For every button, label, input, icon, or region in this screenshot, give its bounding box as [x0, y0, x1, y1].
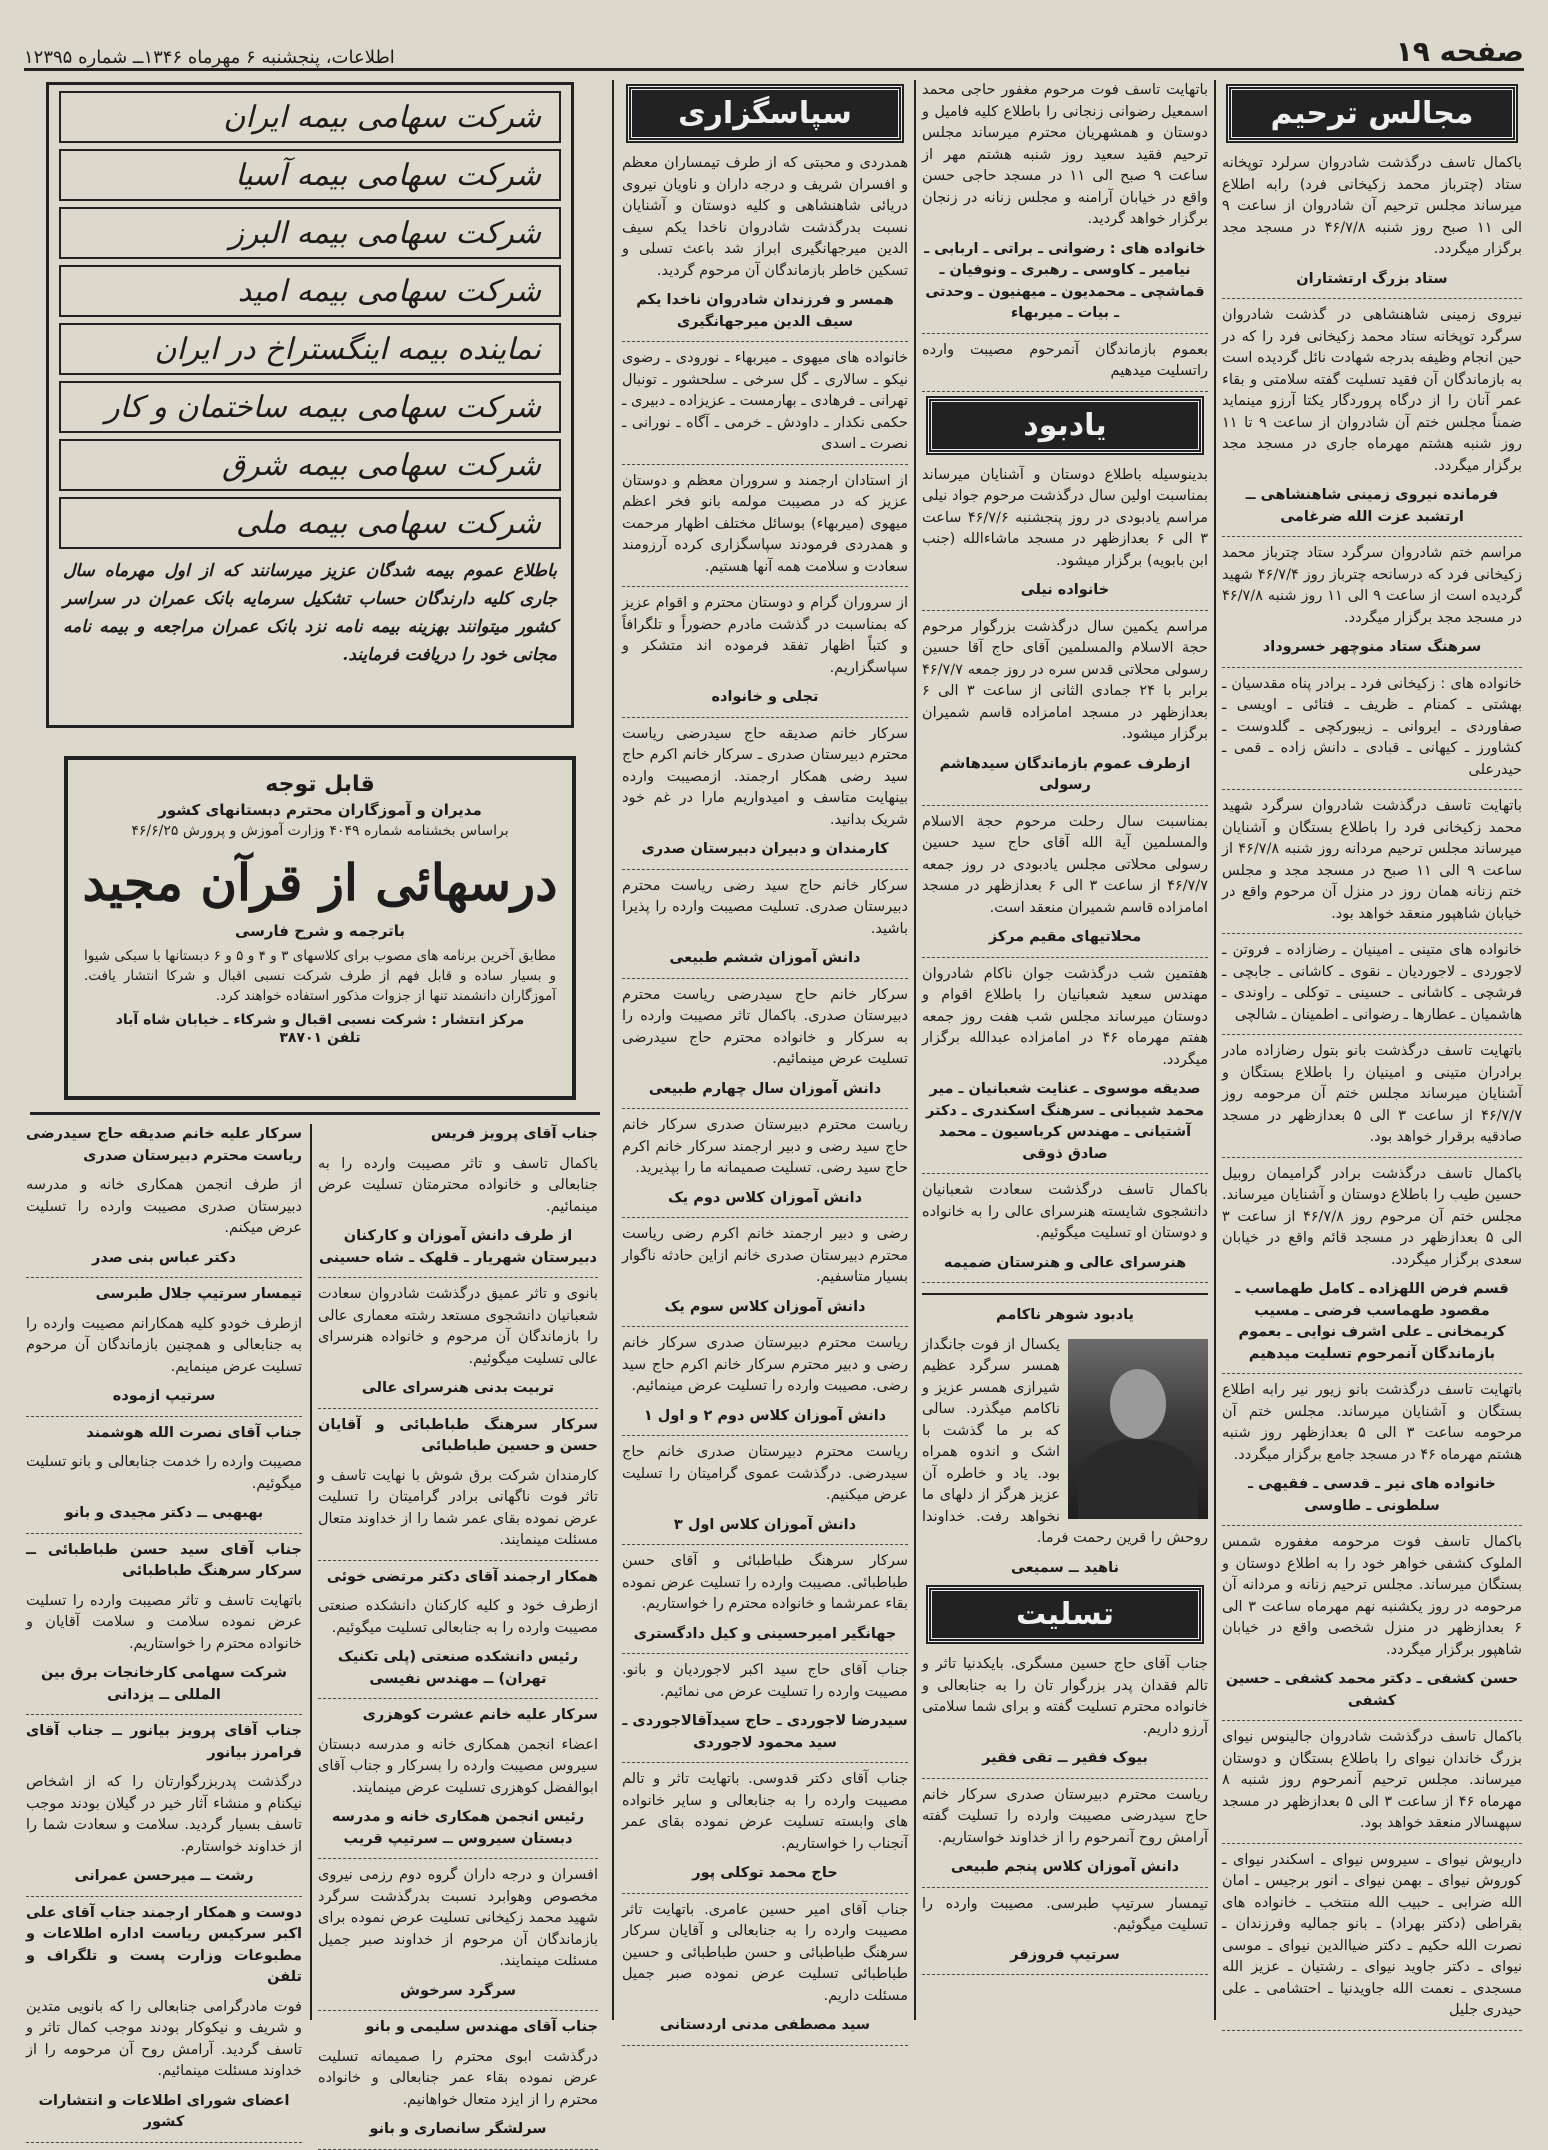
notice-title: جناب آقای نصرت الله هوشمند: [86, 1424, 302, 1441]
notice-text: درگذشت پدربزرگوارتان را که از اشخاص نیکنام و منشاء آثار خیر در گیلان بودند موجب تاسف بسیار گردید. سلامت و سعادت شما را از خداوند خواستارم.: [26, 1774, 302, 1855]
notice-text: افسران و درجه داران گروه دوم رزمی نیروی مخصوص وهوابرد نسبت بدرگذشت سرگرد شهید محمد زکیخانی تسلیت عرض نموده برای بازماندگان آن مرحوم از خداوند صبر جمیل مسئلت مینمایند.: [318, 1867, 598, 1969]
notice-text: باتهایت تاسف و تاثر مصیبت وارده را تسلیت عرض نموده سلامت و سلامت آقایان و خانواده محترم را خواستاریم.: [26, 1592, 302, 1652]
notice-signature: دانش آموزان کلاس اول ۳: [673, 1516, 857, 1533]
notice-divider: [318, 2010, 598, 2011]
memorial-text: یکسال از فوت جانگداز همسر سرگرد عظیم شیرازی همسر عزیز و ناکامم میگذرد. سالی که بر ما گذشت با اشک و اندوه همراه بود. یاد و خاطره آن عزیز هرگز از دلهای ما نخواهد رفت. خداوندا روحش را قرین رحمت فرما.: [922, 1336, 1208, 1546]
notice-signature: صدیقه موسوی ـ عنایت شعبانیان ـ میر محمد شیبانی ـ سرهنگ اسکندری ـ دکتر آشتیانی ـ مهندس کرباسیون ـ محمد صادق ذوقی: [926, 1081, 1204, 1162]
notice-divider: [622, 1653, 908, 1654]
notice-text: باتهایت تاسف درگذشت شادروان سرگرد شهید محمد زکیخانی فرد را باطلاع بستگان و آشنایان میرساند مجلس ترحیم مردانه روز شنبه ۴۶/۷/۸ از ساعت ۹ الی ۱۱ صبح در مسجد مجد و مجلس ختم زنانه همان روز در منزل آن مرحوم واقع در خیابان شاهپور منعقد خواهد بود.: [1222, 798, 1522, 922]
notice-divider: [1222, 789, 1522, 790]
notice-text: فوت مادرگرامی جنابعالی را که بانویی متدین و شریف و نیکوکار بودند موجب کمال تاثر و تاسف گردید. آرامش روح آن مرحومه را از خداوند مسئلت مینمائیم.: [26, 1998, 302, 2079]
notice-divider: [922, 391, 1208, 392]
notice-signature: هنرسرای عالی و هنرستان ضمیمه: [943, 1254, 1187, 1271]
notice-divider: [1222, 1157, 1522, 1158]
notice-divider: [922, 333, 1208, 334]
notice-text: نیروی زمینی شاهنشاهی در گذشت شادروان سرگرد توپخانه ستاد محمد زکیخانی فرد را که در حین انجام وظیفه بدرجه شهادت نائل گردیده است به بازماندگان آن فقید تسلیت گفته سلامتی و بقاء عمر آنان را از درگاه پروردگار یکتا آرزو مینماید ضمناً مجلس ختم آن شادروان از ساعت ۹ تا ۱۱ روز شنبه هشتم مهرماه جاری در مسجد مجد برگزار میگردد.: [1222, 307, 1522, 474]
notice-signature: ستاد بزرگ ارتشتاران: [1296, 270, 1448, 287]
col2-top-blocks: [922, 80, 1208, 392]
notice-signature: دانش آموزان سال چهارم طبیعی: [648, 1080, 882, 1097]
notice-signature: سرلشگر سانصاری و بانو: [369, 2121, 547, 2137]
notice-text: سرکار سرهنگ طباطبائی و آقای حسن طباطبائی. مصیبت وارده را تسلیت عرض نموده بقاء عمرشما و خانواده محترم را خواستاریم.: [622, 1553, 908, 1612]
notice-divider: [622, 1435, 908, 1436]
notice-signature: سیدرضا لاجوردی ـ حاج سیدآقالاجوردی ـ سید محمود لاجوردی: [622, 1713, 908, 1751]
notice-text: بعموم بازماندگان آنمرحوم مصیبت وارده راتسلیت میدهیم: [922, 341, 1208, 379]
notice-divider: [622, 341, 908, 342]
notice-text: باکمال تاسف فوت مرحومه مغفوره شمس الملوک کشفی خواهر خود را به اطلاع دوستان و بستگان میرساند. مجلس ترحیم زنانه و مردانه آن مرحومه در روز یکشنبه نهم مهرماه ساعت ۳ الی ۶ بعدازظهر در منزل شخصی واقع در خیابان شاهپور برگزار میگردد.: [1222, 1534, 1522, 1658]
notice-text: ازطرف خودو کلیه همکارانم مصیبت وارده را به جنابعالی و همچنین بازماندگان آن مرحوم تسلیت عرض مینمایم.: [26, 1315, 302, 1375]
notice-signature: سرگرد سرخوش: [399, 1982, 517, 1999]
notice-divider: [26, 1416, 302, 1417]
notice-divider: [26, 1714, 302, 1715]
notice-divider: [922, 1974, 1208, 1975]
portrait-photo: [1068, 1339, 1208, 1519]
notice-divider: [318, 1408, 598, 1409]
notice-text: بانوی و تاثر عمیق درگذشت شادروان سعادت شعبانیان دانشجوی مستعد رشته معماری عالی را بازماندگان آن مرحوم و خانواده هنرسرای عالی تسلیت میگوئیم.: [318, 1286, 598, 1367]
insurance-ad: [46, 82, 574, 728]
notice-divider: [1222, 933, 1522, 934]
notice-signature: بیوک فقیر ــ تقی فقیر: [982, 1750, 1148, 1766]
notice-text: داریوش نیوای ـ سیروس نیوای ـ اسکندر نیوای ـ کوروش نیوای ـ بهمن نیوای ـ انور برجیس ـ امان الله ضرابی ـ حبیب الله منتخب ـ خانواده های بقراطی (دکتر بهراد) ـ بانو جمالیه وفرزندان ـ نصرت الله حکیم ـ دکتر ضیاالدین نیوای ـ موسی نیوای ـ دکتر جاوید نیوای ـ رشتیان ـ عزیز الله مسجدی ـ نعمت الله جاویدنیا ـ احتشامی ـ علی حیدری جلیل: [1222, 1851, 1522, 2018]
notice-text: ریاست محترم دبیرستان صدری سرکار خانم حاج سیدرضی مصیبت وارده را تسلیت گفته آرامش روح آنمرحوم را از خداوند خواستاریم.: [922, 1786, 1208, 1846]
col6-blocks: [26, 1124, 302, 2143]
notice-text: تیمسار سرتیپ طبرسی. مصیبت وارده را تسلیت میگوئیم.: [922, 1895, 1208, 1933]
notice-signature: رئیس دانشکده صنعتی (پلی تکنیک تهران) ــ مهندس نفیسی: [337, 1649, 579, 1687]
rule-horizontal: [30, 1112, 600, 1115]
notice-divider: [1222, 1720, 1522, 1721]
notice-signature: بهبهبی ــ دکتر مجیدی و بانو: [64, 1505, 264, 1521]
notice-signature: قسم فرض اللهزاده ـ کامل طهماسب ـ مقصود طهماسب فرضی ـ مسیب کریمخانی ـ علی اشرف نوایی ـ بعموم بازماندگان آنمرحوم تسلیت میدهیم: [1235, 1281, 1509, 1362]
quran-translation: باترجمه و شرح فارسی: [234, 922, 406, 940]
page-number: صفحه ۱۹: [1395, 35, 1524, 68]
notice-title: سرکار علیه خانم عشرت کوهزری: [362, 1707, 598, 1723]
notice-signature: فرمانده نیروی زمینی شاهنشاهی ــ ارتشبد عزت الله ضرغامی: [1245, 487, 1499, 525]
notice-text: خانواده های متینی ـ امینیان ـ رضازاده ـ فروتن ـ لاجوردی ـ لاجوردیان ـ نقوی ـ کاشانی ـ جابچی ـ فرشچی ـ کاشانی ـ حسینی ـ توکلی ـ راوندی ـ هاشمیان ـ عطارها ـ رضوانی ـ اطمینان ـ شالچی: [1222, 942, 1522, 1023]
notice-divider: [622, 869, 908, 870]
notice-divider: [922, 1282, 1208, 1283]
quran-address: مرکز انتشار : شرکت نسبی اقبال و شرکاء ـ خیابان شاه آباد: [115, 1012, 525, 1028]
divider: [922, 1293, 1208, 1295]
rule-c2: [914, 80, 916, 2020]
notice-signature: سرهنگ ستاد منوچهر خسروداد: [1262, 639, 1482, 655]
notice-divider: [1222, 2030, 1522, 2031]
notice-signature: محلاتیهای مقیم مرکز: [988, 929, 1142, 945]
notice-text: کارمندان شرکت برق شوش با نهایت تاسف و تاثر فوت ناگهانی برادر گرامیتان را تسلیت عرض نموده بقای عمر شما را از خداوند متعال مسئلت مینمایند.: [318, 1467, 598, 1548]
page-header: [24, 28, 1524, 71]
notice-signature: ازطرف عموم بازماندگان سیدهاشم رسولی: [939, 755, 1191, 793]
notice-divider: [622, 1544, 908, 1545]
notice-title: جناب آقای مهندس سلیمی و بانو: [365, 2019, 598, 2035]
notice-text: باتهایت تاسف درگذشت بانو زیور نیر رابه اطلاع بستگان و آشنایان میرساند. مجلس ختم آن مرحومه ساعت ۳ الی ۵ بعدازظهر روز شنبه هشتم مهرماه ۴۶ در مسجد جامع برگزار میگردد.: [1222, 1382, 1522, 1463]
quran-audience: مدیران و آموزگاران محترم دبستانهای کشور: [158, 801, 482, 819]
notice-signature: سرتیپ فروزفر: [1010, 1946, 1120, 1963]
memorial-sign: ناهید ــ سمیعی: [1011, 1559, 1119, 1576]
notice-signature: سید مصطفی مدنی اردستانی: [659, 2017, 871, 2033]
banner-majales: مجالس ترحیم: [1228, 86, 1516, 141]
notice-text: سرکار خانم صدیقه حاج سیدرضی ریاست محترم دبیرستان صدری ـ سرکار خانم اکرم حاج سید رضی همکار ارجمند. ازمصیبت وارده بینهایت متاسف و امیدواریم مارا در غم خود شریک بدانید.: [622, 725, 908, 828]
notice-text: هفتمین شب درگذشت جوان ناکام شادروان مهندس سعید شعبانیان را باطلاع اقوام و دوستان میرساند مجلس شب هفت روز جمعه هفتم مهرماه ۴۶ در امامزاده عبدالله برگزار میگردد.: [922, 965, 1208, 1068]
notice-divider: [922, 1887, 1208, 1888]
notice-divider: [318, 1858, 598, 1859]
notice-text: جناب آقای امیر حسین عامری. باتهایت تاثر مصیبت وارده را به جنابعالی و آقایان سرکار سرهنگ طباطبائی و حسن طباطبائی و حسین طباطبائی تسلیت عرض نموده صبر جمیل مسئلت داریم.: [622, 1901, 908, 2004]
notice-signature: دکتر عباس بنی صدر: [91, 1249, 236, 1266]
notice-title: همکار ارجمند آقای دکتر مرتضی خوئی: [326, 1568, 598, 1585]
banner-sepasgozari: سپاسگزاری: [628, 86, 902, 141]
col-condolence-b: [26, 1124, 302, 2130]
portrait-uniform: [1078, 1439, 1198, 1519]
issue-info: اطلاعات، پنجشنبه ۶ مهرماه ۱۳۴۶ــ شماره ۱۲۳۹۵: [24, 47, 395, 68]
quran-title: درسهائی از قرآن مجید: [82, 853, 558, 912]
notice-divider: [318, 1277, 598, 1278]
notice-divider: [26, 2142, 302, 2143]
notice-divider: [622, 717, 908, 718]
notice-text: جناب آقای حاج سید اکبر لاجوردیان و بانو. مصیبت وارده را تسلیت عرض می نمائیم.: [622, 1662, 908, 1700]
rule-c3: [612, 80, 614, 2020]
notice-text: درگذشت ابوی محترم را صمیمانه تسلیت عرض نموده بقاء عمر جنابعالی و خانواده محترم را از ایزد متعال خواهانیم.: [318, 2048, 598, 2108]
notice-divider: [1222, 667, 1522, 668]
notice-signature: خانواده های : رضوانی ـ براتی ـ اربابی ـ نیامیر ـ کاوسی ـ رهبری ـ ونوفیان ـ قماشچی ـ محمدیون ـ میهنیون ـ وحدتی ـ بیات ـ میربهاء: [924, 240, 1206, 321]
col2-bottom-blocks: [922, 1654, 1208, 1975]
notice-divider: [26, 1533, 302, 1534]
notice-text: خانواده های : زکیخانی فرد ـ برادر پناه مقدسیان ـ بهشتی ـ کمنام ـ ظریف ـ فتائی ـ اویسی ـ صفاوردی ـ ایروانی ـ زیبورکچی ـ گلدوست ـ کشاورز ـ کیهانی ـ قبادی ـ دانش زاده ـ قمی ـ حیدرعلی: [1222, 675, 1522, 778]
notice-divider: [622, 2045, 908, 2046]
notice-divider: [622, 1326, 908, 1327]
memorial-title: یادبود شوهر ناکامم: [996, 1307, 1134, 1323]
notice-text: از استادان ارجمند و سروران معظم و دوستان عزیز که در مصیبت مولمه بانو فخر اعظم میهوی (میربهاء) بوسائل مختلف اظهار مرحمت و همدردی فرمودند سپاسگزاری کرده آرزومند سعادت و سلامت همه آنها هستیم.: [622, 472, 908, 575]
notice-divider: [622, 1217, 908, 1218]
notice-title: جناب آقای پرویز بیانور ــ جناب آقای فرامرز بیانور: [26, 1723, 302, 1761]
notice-text: ریاست محترم دبیرستان صدری سرکار خانم رضی و دبیر محترم سرکار خانم اکرم حاج سید رضی. مصیبت وارده را تسلیت عرض مینمائیم.: [622, 1335, 908, 1394]
notice-text: ریاست محترم دبیرستان صدری سرکار خانم حاج سید رضی و دبیر ارجمند سرکار خانم اکرم حاج سید رضی. تسلیت صمیمانه ما را بپذیرید.: [622, 1117, 908, 1176]
notice-text: جناب آقای دکتر قدوسی. باتهایت تاثر و تالم مصیبت وارده را به جنابعالی و سایر خانواده های وابسته تسلیت عرض نموده بقای عمر آنجناب را خواستاریم.: [622, 1771, 908, 1852]
notice-divider: [1222, 1525, 1522, 1526]
notice-signature: رشت ــ میرحسن عمرانی: [74, 1868, 254, 1884]
notice-text: خانواده های میهوی ـ میربهاء ـ نورودی ـ رضوی نیکو ـ سالاری ـ گل سرخی ـ سلحشور ـ تونبال تهرانی ـ فرهادی ـ بهارمست ـ عزیزاده ـ دبیری ـ حکمی نکدار ـ داودش ـ خرمی ـ آگاه ـ نورانی ـ نصرت ـ اسدی: [622, 350, 908, 452]
notice-text: رضی و دبیر ارجمند خانم اکرم رضی ریاست محترم دبیرستان صدری خانم ازاین حادثه ناگوار بسیار متاسفیم.: [622, 1226, 908, 1285]
notice-divider: [622, 1762, 908, 1763]
notice-text: باکمال تاسف درگذشت شادروان سرلرد توپخانه ستاد (چترباز محمد زکیخانی فرد) رابه اطلاع میرساند مجلس ترحیم آن شادروان از ساعت ۹ الی ۱۱ صبح روز شنبه ۴۶/۷/۸ در مسجد مجد برگزار میگردد.: [1222, 155, 1522, 257]
notice-text: از سروران گرام و دوستان محترم و اقوام عزیز که بمناسبت در گذشت مادرم حضوراً و تلگرافاً و کتباً اظهار تفقد فرموده اند متشکر و سپاسگزاریم.: [622, 595, 908, 676]
insurance-company: شرکت سهامی بیمه ملی: [59, 497, 561, 549]
notice-signature: رئیس انجمن همکاری خانه و مدرسه دبستان سیروس ــ سرتیپ قریب: [331, 1809, 585, 1847]
notice-divider: [922, 805, 1208, 806]
notice-divider: [1222, 1373, 1522, 1374]
notice-divider: [922, 1173, 1208, 1174]
notice-divider: [622, 1893, 908, 1894]
notice-signature: حاج محمد توکلی پور: [692, 1865, 838, 1881]
notice-text: از طرف انجمن همکاری خانه و مدرسه دبیرستان صدری مصیبت وارده را تسلیت عرض میکنم.: [26, 1177, 302, 1236]
notice-signature: دانش آموزان کلاس سوم یک: [664, 1298, 866, 1315]
notice-signature: تربیت بدنی هنرسرای عالی: [361, 1380, 555, 1396]
quran-ad: [64, 756, 576, 1100]
rule-c1: [1214, 80, 1216, 2020]
notice-text: باکمال تاسف درگذشت برادر گرامیمان روبیل حسین طیب را باطلاع دوستان و آشنایان میرساند. مجلس ختم آن مرحوم روز ۴۶/۷/۸ از ساعت ۳ الی ۵ بعدازظهر در مسجد قائم واقع در خیابان سعدی برگزار میگردد.: [1222, 1165, 1522, 1268]
notice-divider: [318, 1698, 598, 1699]
notice-divider: [1222, 298, 1522, 299]
portrait-face: [1110, 1369, 1166, 1439]
notice-text: باکمال تاسف درگذشت شادروان جالینوس نیوای بزرگ خاندان نیوای را باطلاع بستگان و دوستان میرساند. مجلس ترحیم آنمرحوم روز شنبه ۸ مهرماه ۴۶ از ساعت ۳ الی ۵ بعدازظهر در مسجد سپهسالار منعقد خواهد بود.: [1222, 1729, 1522, 1831]
notice-text: سرکار خانم حاج سید رضی ریاست محترم دبیرستان صدری. تسلیت مصیبت وارده را پذیرا باشید.: [622, 877, 908, 937]
col-obituaries: [1222, 80, 1522, 2020]
notice-title: تیمسار سرتیپ جلال طبرسی: [95, 1286, 302, 1302]
col2-mid-blocks: [922, 465, 1208, 1284]
col-sepasgozari: [622, 80, 908, 2033]
rule-c5: [310, 1124, 312, 2020]
notice-divider: [622, 1108, 908, 1109]
insurance-notice: باطلاع عموم بیمه شدگان عزیز میرسانند که از اول مهرماه سال جاری کلیه دارندگان حساب تشکیل سرمایه بانک عمران در سراسر کشور میتوانند بهزینه بیمه نامه نزد بانک عمران مراجعه و بیمه نامه مجانی خود را دریافت فرمایند.: [63, 561, 557, 665]
notice-divider: [922, 610, 1208, 611]
notice-text: باکمال تاسف درگذشت سعادت شعبانیان دانشجوی شایسته هنرسرای عالی را به خانواده و دوستان او تسلیت میگوئیم.: [922, 1182, 1208, 1241]
notice-title: جناب آقای پرویز فریس: [430, 1126, 598, 1142]
notice-signature: تجلی و خانواده: [711, 689, 819, 705]
notice-text: بدینوسیله باطلاع دوستان و آشنایان میرساند بمناسبت اولین سال درگذشت مرحوم جواد نیلی مراسم یادبودی در روز پنجشنبه ۴۶/۷/۶ ساعت ۳ الی ۶ بعدازظهر در مسجد ماشاءالله (جنب ابن بابویه) برگزار میشود.: [922, 466, 1208, 569]
col-yadbood: [922, 80, 1208, 2020]
col3-blocks: [622, 153, 908, 2046]
notice-text: مراسم یکمین سال درگذشت بزرگوار مرحوم حجة الاسلام والمسلمین آقای حاج آقا حسین رسولی محلاتی قدس سره در روز جمعه ۴۶/۷/۷ برابر با ۲۴ جمادی الثانی از ساعت ۳ الی ۶ بعدازظهر در مسجد امامزاده قاسم شمیران برگزار میشود.: [922, 618, 1208, 742]
notice-signature: دانش آموزان ششم طبیعی: [669, 950, 861, 966]
insurance-company: نماینده بیمه اینگستراخ در ایران: [59, 323, 561, 375]
notice-divider: [622, 464, 908, 465]
notice-signature: اعضای شورای اطلاعات و انتشارات کشور: [38, 2092, 290, 2130]
quran-circular: براساس بخشنامه شماره ۴۰۴۹ وزارت آموزش و پرورش ۴۶/۶/۲۵: [131, 823, 509, 839]
notice-divider: [1222, 1034, 1522, 1035]
notice-text: سرکار خانم حاج سیدرضی ریاست محترم دبیرستان صدری. باکمال تاثر مصیبت وارده را به سرکار و خانواده محترم حاج سیدرضی تسلیت عرض مینمائیم.: [622, 986, 908, 1067]
notice-title: دوست و همکار ارجمند جناب آقای علی اکبر سرکیس ریاست اداره اطلاعات و مطبوعات وزارت پست و تلگراف و تلفن: [26, 1904, 302, 1985]
notice-divider: [922, 1778, 1208, 1779]
notice-title: سرکار علیه خانم صدیقه حاج سیدرضی ریاست محترم دبیرستان صدری: [26, 1126, 302, 1164]
notice-signature: دانش آموزان کلاس پنجم طبیعی: [950, 1859, 1180, 1875]
insurance-company: شرکت سهامی بیمه البرز: [59, 207, 561, 259]
notice-signature: کارمندان و دبیران دبیرستان صدری: [641, 841, 889, 857]
notice-divider: [1222, 1843, 1522, 1844]
notice-signature: حسن کشفی ـ دکتر محمد کشفی ـ حسین کشفی: [1225, 1671, 1519, 1709]
notice-divider: [26, 1896, 302, 1897]
notice-text: اعضاء انجمن همکاری خانه و مدرسه دبستان سیروس مصیبت وارده را بسرکار و جناب آقای ابوالفضل کوهزری تسلیت عرض مینمایند.: [318, 1736, 598, 1796]
insurance-company: شرکت سهامی بیمه شرق: [59, 439, 561, 491]
notice-text: مراسم ختم شادروان سرگرد ستاد چترباز محمد زکیخانی فرد که درسانحه چترباز روز ۴۶/۷/۴ شهید گردیده است از ساعت ۹ الی ۱۱ روز شنبه ۴۶/۷/۸ در مسجد مجد برگزار میگردد.: [1222, 545, 1522, 626]
notice-divider: [318, 1560, 598, 1561]
notice-signature: شرکت سهامی کارخانجات برق بین المللی ــ یزدانی: [40, 1665, 288, 1703]
col-condolence-a: [318, 1124, 598, 2137]
notice-signature: دانش آموزان کلاس دوم یک: [667, 1189, 863, 1206]
notice-signature: از طرف دانش آموزان و کارکنان دبیرستان شهریار ـ قلهک ـ شاه حسینی: [319, 1228, 597, 1266]
notice-text: باتهایت تاسف فوت مرحوم مغفور حاجی محمد اسمعیل رضوانی زنجانی را باطلاع کلیه فامیل و دوستان و همشهریان محترم میرساند مجلس ترحیم فقید سعید روز شنبه هشتم مهر از ساعت ۹ صبح الی ۱۱ در مسجد حاجی حسن واقع در خیابان آرامنه و مجلس زنانه در زنجان برگزار خواهد گردید.: [922, 82, 1208, 227]
notice-divider: [26, 1277, 302, 1278]
notice-text: جناب آقای حاج حسین مسگری. بایکدنیا تاثر و تالم فقدان پدر بزرگوار تان را به جنابعالی و خانواده محترم تسلیت گفته و برای شما سلامتی آرزو داریم.: [922, 1656, 1208, 1737]
notice-divider: [922, 957, 1208, 958]
quran-phone: تلفن ۳۸۷۰۱: [279, 1030, 361, 1046]
col1-blocks: [1222, 153, 1522, 2031]
notice-title: سرکار سرهنگ طباطبائی و آقایان حسن و حسین طباطبائی: [318, 1416, 598, 1454]
col5-blocks: [318, 1124, 598, 2150]
notice-signature: خانواده های نیر ـ قدسی ـ فقیهی ـ سلطونی ـ طاوسی: [1248, 1476, 1496, 1514]
insurance-company: شرکت سهامی بیمه ساختمان و کار: [59, 381, 561, 433]
banner-yadbood: یادبود: [928, 398, 1202, 453]
notice-divider: [1222, 536, 1522, 537]
notice-signature: سرتیپ ازموده: [112, 1388, 216, 1404]
insurance-company: شرکت سهامی بیمه ایران: [59, 91, 561, 143]
insurance-company: شرکت سهامی بیمه آسیا: [59, 149, 561, 201]
notice-text: ازطرف خود و کلیه کارکنان دانشکده صنعتی مصیبت وارده را به جنابعالی تسلیت میگوئیم.: [318, 1598, 598, 1636]
notice-signature: همسر و فرزندان شادروان ناخدا یکم سیف الدین میرجهانگیری: [636, 292, 894, 330]
notice-text: باکمال تاسف و تاثر مصیبت وارده را به جنابعالی و خانواده محترمتان تسلیت عرض مینمائیم.: [318, 1155, 598, 1215]
notice-text: بمناسبت سال رحلت مرحوم حجة الاسلام والمسلمین آیة الله آقای حاج سید حسین رسولی محلاتی مجلس یادبودی در روز جمعه ۴۶/۷/۷ از ساعت ۳ الی ۶ بعدازظهر در مسجد امامزاده قاسم شمیران منعقد است.: [922, 813, 1208, 916]
notice-text: ریاست محترم دبیرستان صدری خانم حاج سیدرضی. درگذشت عموی گرامیتان را تسلیت عرض میکنیم.: [622, 1444, 908, 1503]
notice-text: باتهایت تاسف درگذشت بانو بتول رضازاده مادر برادران متینی و امینیان را باطلاع بستگان و آشنایان میرساند مجلس ختم آن مرحومه روز ۴۶/۷/۷ از ساعت ۳ الی ۵ بعدازظهر در مسجد صادقیه برقرار خواهد بود.: [1222, 1043, 1522, 1145]
banner-tasliat: تسلیت: [928, 1587, 1202, 1642]
notice-signature: دانش آموزان کلاس دوم ۲ و اول ۱: [643, 1407, 887, 1424]
notice-signature: جهانگیر امیرحسینی و کیل دادگستری: [633, 1625, 897, 1642]
insurance-company: شرکت سهامی بیمه امید: [59, 265, 561, 317]
notice-signature: خانواده نیلی: [1020, 582, 1110, 598]
insurance-list: [49, 91, 571, 549]
notice-divider: [622, 978, 908, 979]
notice-text: همدردی و محبتی که از طرف تیمساران معظم و افسران شریف و درجه داران و ناویان نیروی دریائی شاهنشاهی و کلیه دوستان و آشنایان نسبت بدرگذشت شادروان ناخدا یکم سیف الدین میرجهانگیری ابراز شد باعث تسلی و تسکین خاطر بازماندگان آن مرحوم گردید.: [622, 155, 908, 279]
notice-text: مصیبت وارده را خدمت جنابعالی و بانو تسلیت میگوئیم.: [26, 1454, 302, 1492]
notice-title: جناب آقای سید حسن طباطبائی ــ سرکار سرهنگ طباطبائی: [26, 1541, 302, 1579]
quran-desc: مطابق آخرین برنامه های مصوب برای کلاسهای ۳ و ۴ و ۵ و ۶ دبستانها با سبکی شیوا و بسیار ساده و قابل فهم از طرف شرکت نسبی اقبال و شرکا انتشار یافت. آموزگاران دانشمند تنها از جزوات مذکور استفاده خواهند کرد.: [84, 948, 556, 1004]
notice-divider: [622, 586, 908, 587]
quran-kicker: قابل توجه: [265, 772, 375, 797]
notice-divider: [318, 2149, 598, 2150]
